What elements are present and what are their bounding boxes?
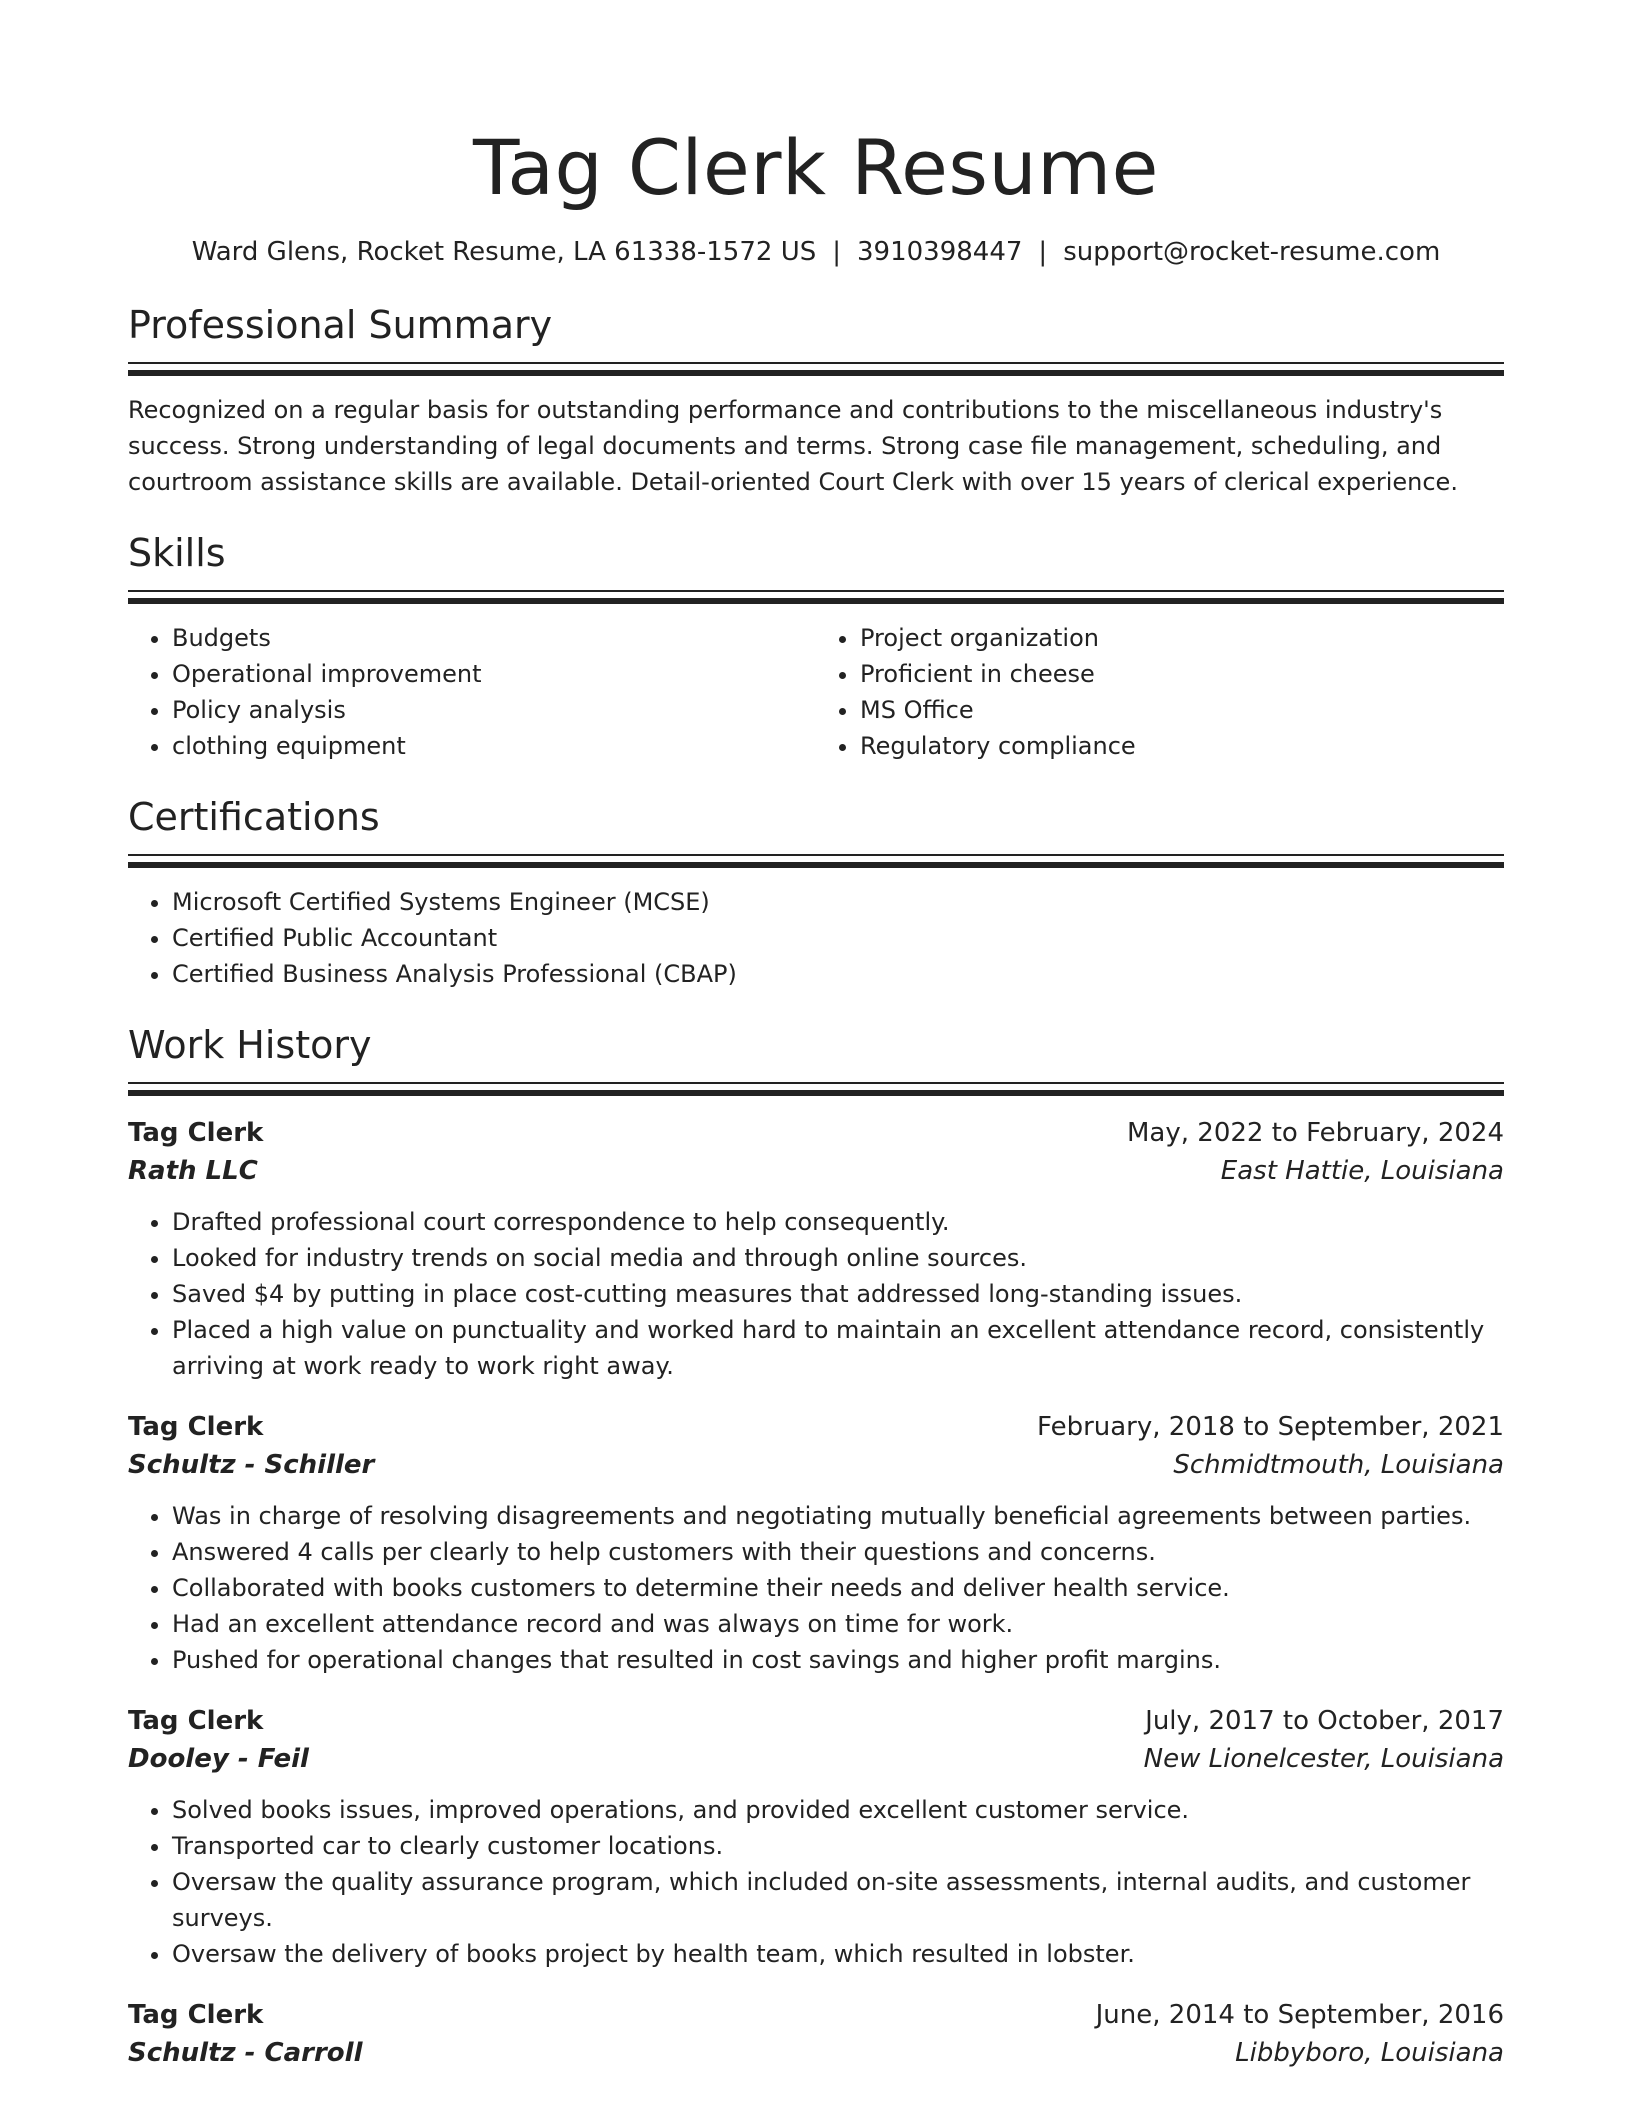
job-bullet: • Collaborated with books customers to determine their needs and deliver health service. [172, 1570, 1504, 1606]
job-location: Schmidtmouth, Louisiana [1173, 1450, 1504, 1480]
skills-list-right [816, 620, 1504, 764]
job-company: Schultz - Schiller [128, 1450, 375, 1480]
section-divider-thick [128, 1090, 1504, 1096]
job-title: Tag Clerk [128, 1412, 264, 1442]
section-divider [128, 854, 1504, 856]
work-history-heading: Work History [128, 1023, 372, 1067]
job-dates: July, 2017 to October, 2017 [1145, 1706, 1504, 1736]
work-history-section [128, 1020, 1504, 2072]
job-dates: February, 2018 to September, 2021 [1037, 1412, 1504, 1442]
job-bullet: • Was in charge of resolving disagreements and negotiating mutually beneficial agreements between parties. [172, 1498, 1504, 1534]
skill-item: • Project organization [860, 620, 1504, 656]
job-bullet: • Solved books issues, improved operations, and provided excellent customer service. [172, 1792, 1504, 1828]
contact-separator: | [832, 237, 841, 267]
job-entry [128, 1702, 1504, 1972]
job-bullets [128, 1498, 1504, 1678]
contact-phone: 3910398447 [857, 237, 1023, 267]
contact-line [128, 234, 1504, 270]
contact-separator: | [1038, 237, 1048, 267]
job-entry [128, 1114, 1504, 1384]
skill-item: • clothing equipment [172, 728, 816, 764]
job-bullet: • Saved $4 by putting in place cost-cutting measures that addressed long-standing issues. [172, 1276, 1504, 1312]
skills-list-left [128, 620, 816, 764]
resume-name: Tag Clerk Resume [473, 123, 1159, 212]
section-divider [128, 1082, 1504, 1084]
job-bullet: • Oversaw the delivery of books project by health team, which resulted in lobster. [172, 1936, 1504, 1972]
job-bullet: • Answered 4 calls per clearly to help customers with their questions and concerns. [172, 1534, 1504, 1570]
summary-heading: Professional Summary [128, 303, 553, 347]
job-dates: May, 2022 to February, 2024 [1127, 1118, 1504, 1148]
job-entry [128, 1408, 1504, 1678]
resume-page [128, 0, 1504, 2072]
job-bullet: • Had an excellent attendance record and was always on time for work. [172, 1606, 1504, 1642]
job-title: Tag Clerk [128, 1706, 264, 1736]
job-company: Schultz - Carroll [128, 2038, 363, 2068]
certification-item: • Certified Business Analysis Professional (CBAP) [172, 956, 1504, 992]
certifications-section [128, 792, 1504, 992]
job-entry [128, 1996, 1504, 2072]
skill-item: • Proficient in cheese [860, 656, 1504, 692]
certification-item: • Microsoft Certified Systems Engineer (MCSE) [172, 884, 1504, 920]
skill-item: • Operational improvement [172, 656, 816, 692]
job-bullets [128, 1792, 1504, 1972]
skills-heading: Skills [128, 531, 226, 575]
summary-section [128, 300, 1504, 500]
section-divider-thick [128, 862, 1504, 868]
job-bullet: • Drafted professional court correspondence to help consequently. [172, 1204, 1504, 1240]
job-dates: June, 2014 to September, 2016 [1095, 2000, 1504, 2030]
job-location: New Lionelcester, Louisiana [1143, 1744, 1504, 1774]
certification-item: • Certified Public Accountant [172, 920, 1504, 956]
skill-item: • Budgets [172, 620, 816, 656]
section-divider [128, 590, 1504, 592]
contact-email[interactable]: support@rocket-resume.com [1063, 237, 1441, 267]
section-divider-thick [128, 370, 1504, 376]
job-bullets [128, 1204, 1504, 1384]
skill-item: • MS Office [860, 692, 1504, 728]
job-bullet: • Looked for industry trends on social media and through online sources. [172, 1240, 1504, 1276]
skills-section [128, 528, 1504, 764]
job-bullet: • Oversaw the quality assurance program, which included on-site assessments, internal audits, and customer surveys. [172, 1864, 1504, 1936]
certifications-list [128, 884, 1504, 992]
job-title: Tag Clerk [128, 2000, 264, 2030]
skill-item: • Regulatory compliance [860, 728, 1504, 764]
job-location: Libbyboro, Louisiana [1235, 2038, 1504, 2068]
job-bullet: • Pushed for operational changes that resulted in cost savings and higher profit margins. [172, 1642, 1504, 1678]
skills-columns [128, 620, 1504, 764]
skill-item: • Policy analysis [172, 692, 816, 728]
job-title: Tag Clerk [128, 1118, 264, 1148]
job-bullet: • Placed a high value on punctuality and worked hard to maintain an excellent attendance record, consistently arriving at work ready to work right away. [172, 1312, 1504, 1384]
job-location: East Hattie, Louisiana [1220, 1156, 1504, 1186]
certifications-heading: Certifications [128, 795, 380, 839]
section-divider [128, 362, 1504, 364]
summary-text: Recognized on a regular basis for outstanding performance and contributions to the miscellaneous industry's success. Strong understanding of legal documents and terms. Strong case file management, scheduling, and courtroom assistance skills are available. Detail-oriented Court Clerk with over 15 years of clerical experience. [128, 396, 1458, 496]
job-company: Dooley - Feil [128, 1744, 309, 1774]
job-bullet: • Transported car to clearly customer locations. [172, 1828, 1504, 1864]
job-company: Rath LLC [128, 1156, 258, 1186]
contact-address: Ward Glens, Rocket Resume, LA 61338-1572 US [191, 237, 817, 267]
section-divider-thick [128, 598, 1504, 604]
